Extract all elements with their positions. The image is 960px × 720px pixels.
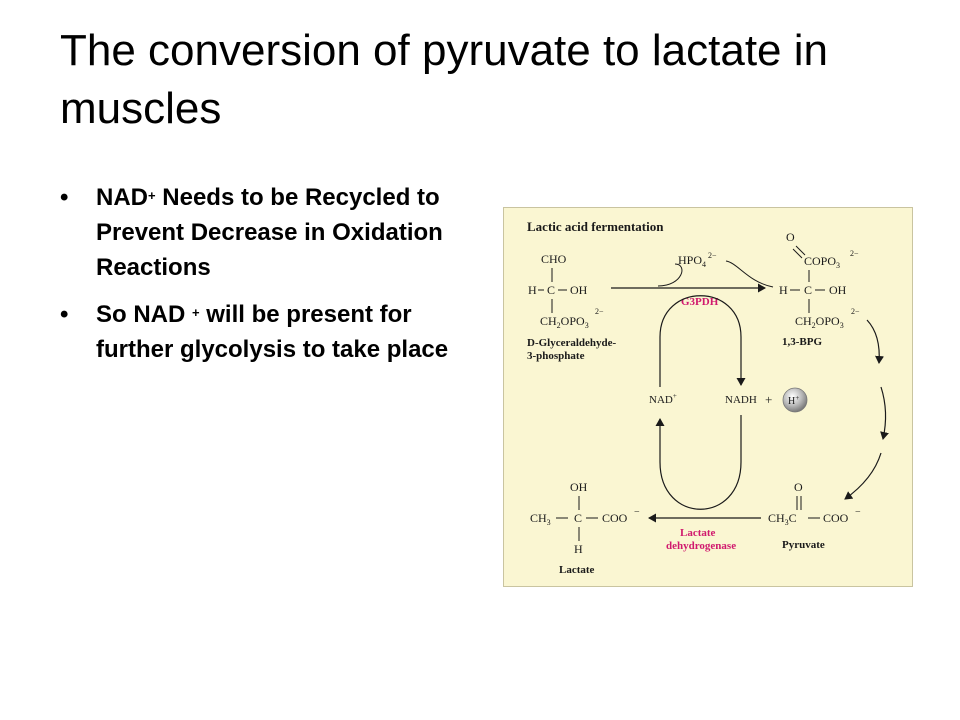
c-atom: C — [804, 283, 813, 297]
bullet-superscript: + — [192, 305, 200, 320]
bullet-text-rest: will be present for further glycolysis to take place — [96, 301, 449, 363]
slide-title: The conversion of pyruvate to lactate in muscles — [60, 26, 828, 133]
bullet-dot: • — [60, 184, 69, 211]
ch2opo3-group: $CH_2OPO_3$ — [795, 314, 844, 330]
oh-group: OH — [829, 283, 847, 297]
hpo4-charge: 2− — [708, 251, 717, 260]
charge-superscript: 2− — [851, 307, 860, 316]
h-atom: H — [574, 542, 583, 556]
ldh-enzyme-label-line1: Lactate — [680, 527, 716, 539]
bullet-superscript: + — [148, 188, 156, 203]
ch2opo3-group: $CH_2OPO_3$ — [540, 314, 589, 330]
bpg-name: 1,3-BPG — [782, 336, 823, 348]
o-atom: O — [794, 480, 803, 494]
charge-superscript: − — [634, 507, 640, 518]
proton-label: H+ — [788, 394, 800, 407]
diagram-heading: Lactic acid fermentation — [527, 219, 664, 234]
ldh-enzyme-label-line2: dehydrogenase — [666, 540, 737, 552]
bullet-item — [60, 297, 460, 367]
bullet-dot: • — [60, 301, 69, 328]
lactate-name: Lactate — [559, 564, 595, 576]
pyruvate-name: Pyruvate — [782, 539, 825, 551]
g3p-name-line2: 3-phosphate — [527, 350, 585, 362]
oh-group: OH — [570, 283, 588, 297]
coo-group: COO — [602, 511, 628, 525]
oh-group: OH — [570, 480, 588, 494]
bullet-text-rest: Needs to be Recycled to Prevent Decrease in Oxidation Reactions — [96, 184, 443, 281]
o-atom: O — [786, 230, 795, 244]
cho-group: CHO — [541, 252, 567, 266]
ch3c-group: $CH_3C$ — [768, 511, 797, 527]
c-atom: C — [547, 283, 556, 297]
nadh-label: NADH — [725, 394, 757, 406]
charge-superscript: 2− — [595, 307, 604, 316]
plus-sign: + — [765, 392, 773, 407]
c-atom: C — [574, 511, 583, 525]
bullet-item — [60, 180, 460, 285]
charge-superscript: − — [855, 507, 861, 518]
coo-group: COO — [823, 511, 849, 525]
charge-superscript: 2− — [850, 249, 859, 258]
h-atom: H — [528, 283, 537, 297]
bullet-text-start: NAD — [96, 184, 148, 211]
g3p-name-line1: D-Glyceraldehyde- — [527, 337, 617, 349]
h-atom: H — [779, 283, 788, 297]
lactic-acid-fermentation-diagram — [503, 207, 913, 587]
g3pdh-enzyme-label: G3PDH — [681, 296, 719, 308]
ch3-group: $CH_3$ — [530, 511, 551, 527]
bullet-text-start: So NAD — [96, 301, 192, 328]
hpo4-label: $HPO_4$ — [678, 253, 707, 269]
nad-label: NAD+ — [649, 392, 677, 406]
copo3-group: $COPO_3$ — [804, 254, 841, 270]
bullet-list — [60, 180, 460, 379]
